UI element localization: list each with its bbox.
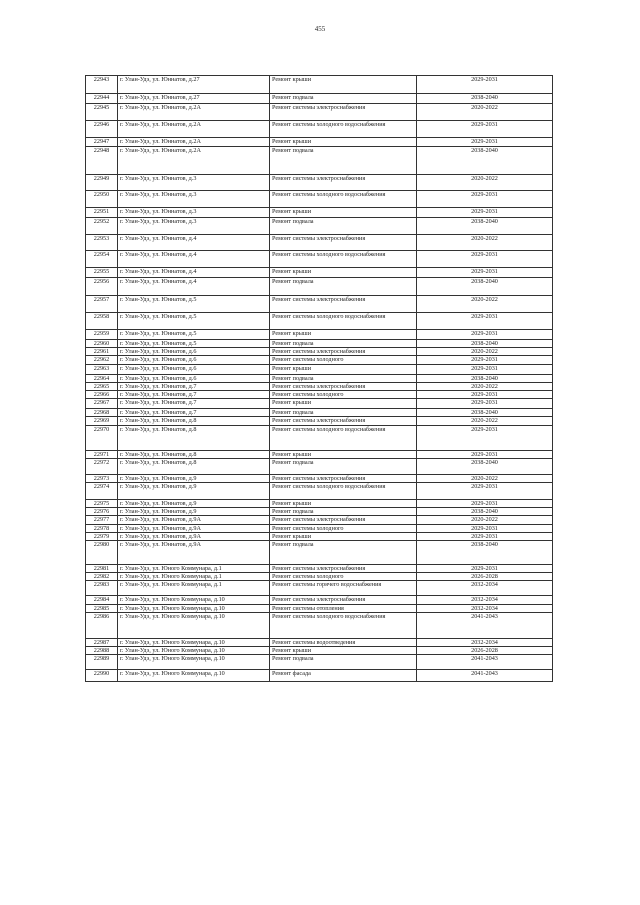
row-period: 2029-2031 xyxy=(417,313,553,330)
row-period: 2029-2031 xyxy=(417,565,553,573)
row-period: 2041-2043 xyxy=(417,655,553,670)
row-work-type: Ремонт системы холодного водоснабжения xyxy=(270,313,417,330)
row-number: 22987 xyxy=(86,638,118,646)
row-number: 22962 xyxy=(86,356,118,364)
row-address: г. Улан-Удэ, ул. Юннатов, д.5 xyxy=(118,340,270,348)
table-row xyxy=(86,208,553,218)
row-period: 2020-2022 xyxy=(417,417,553,425)
row-period: 2029-2031 xyxy=(417,532,553,540)
row-number: 22959 xyxy=(86,330,118,340)
row-number: 22971 xyxy=(86,450,118,458)
row-period: 2038-2040 xyxy=(417,508,553,516)
row-number: 22944 xyxy=(86,94,118,104)
row-address: г. Улан-Удэ, ул. Юннатов, д.9 xyxy=(118,474,270,482)
table-row xyxy=(86,218,553,235)
table-row xyxy=(86,565,553,573)
table-row xyxy=(86,508,553,516)
row-work-type: Ремонт системы холодного водоснабжения xyxy=(270,251,417,268)
row-period: 2041-2043 xyxy=(417,670,553,682)
row-work-type: Ремонт крыши xyxy=(270,500,417,508)
row-address: г. Улан-Удэ, ул. Юного Коммунара, д.10 xyxy=(118,647,270,655)
row-work-type: Ремонт крыши xyxy=(270,364,417,374)
row-address: г. Улан-Удэ, ул. Юннатов, д.4 xyxy=(118,251,270,268)
row-address: г. Улан-Удэ, ул. Юного Коммунара, д.10 xyxy=(118,670,270,682)
table-row xyxy=(86,296,553,313)
row-number: 22981 xyxy=(86,565,118,573)
row-number: 22967 xyxy=(86,399,118,409)
row-work-type: Ремонт системы холодного xyxy=(270,573,417,581)
page-number: 455 xyxy=(314,25,326,33)
row-work-type: Ремонт системы электроснабжения xyxy=(270,348,417,356)
table-row xyxy=(86,604,553,612)
row-number: 22952 xyxy=(86,218,118,235)
row-period: 2029-2031 xyxy=(417,138,553,147)
row-address: г. Улан-Удэ, ул. Юннатов, д.8 xyxy=(118,417,270,425)
row-work-type: Ремонт системы холодного водоснабжения xyxy=(270,425,417,450)
row-period: 2032-2034 xyxy=(417,638,553,646)
row-period: 2038-2040 xyxy=(417,374,553,382)
row-address: г. Улан-Удэ, ул. Юного Коммунара, д.1 xyxy=(118,565,270,573)
row-period: 2020-2022 xyxy=(417,348,553,356)
row-work-type: Ремонт подвала xyxy=(270,374,417,382)
table-row xyxy=(86,391,553,399)
row-address: г. Улан-Удэ, ул. Юннатов, д.9А xyxy=(118,532,270,540)
row-address: г. Улан-Удэ, ул. Юннатов, д.3 xyxy=(118,218,270,235)
row-period: 2029-2031 xyxy=(417,425,553,450)
row-work-type: Ремонт системы отопления xyxy=(270,604,417,612)
row-work-type: Ремонт подвала xyxy=(270,458,417,474)
row-period: 2029-2031 xyxy=(417,391,553,399)
table-body xyxy=(86,76,553,682)
table-row xyxy=(86,458,553,474)
row-work-type: Ремонт крыши xyxy=(270,268,417,278)
table-row xyxy=(86,94,553,104)
table-row xyxy=(86,417,553,425)
row-period: 2038-2040 xyxy=(417,94,553,104)
row-work-type: Ремонт подвала xyxy=(270,147,417,175)
row-address: г. Улан-Удэ, ул. Юннатов, д.6 xyxy=(118,348,270,356)
row-address: г. Улан-Удэ, ул. Юннатов, д.7 xyxy=(118,391,270,399)
row-address: г. Улан-Удэ, ул. Юннатов, д.4 xyxy=(118,268,270,278)
row-address: г. Улан-Удэ, ул. Юннатов, д.8 xyxy=(118,458,270,474)
row-period: 2020-2022 xyxy=(417,474,553,482)
row-work-type: Ремонт системы электроснабжения xyxy=(270,596,417,604)
table-row xyxy=(86,364,553,374)
row-address: г. Улан-Удэ, ул. Юннатов, д.2А xyxy=(118,147,270,175)
row-address: г. Улан-Удэ, ул. Юннатов, д.2А xyxy=(118,138,270,147)
row-period: 2032-2034 xyxy=(417,581,553,596)
row-address: г. Улан-Удэ, ул. Юннатов, д.9А xyxy=(118,524,270,532)
table-row xyxy=(86,104,553,121)
row-period: 2038-2040 xyxy=(417,409,553,417)
row-work-type: Ремонт системы электроснабжения xyxy=(270,417,417,425)
table-row xyxy=(86,532,553,540)
row-number: 22955 xyxy=(86,268,118,278)
row-address: г. Улан-Удэ, ул. Юннатов, д.9А xyxy=(118,541,270,565)
table-row xyxy=(86,581,553,596)
row-period: 2020-2022 xyxy=(417,516,553,524)
row-number: 22979 xyxy=(86,532,118,540)
row-number: 22958 xyxy=(86,313,118,330)
row-work-type: Ремонт системы электроснабжения xyxy=(270,235,417,251)
row-period: 2029-2031 xyxy=(417,330,553,340)
row-period: 2029-2031 xyxy=(417,191,553,208)
table-row xyxy=(86,450,553,458)
table-row xyxy=(86,278,553,296)
table-row xyxy=(86,483,553,500)
table-row xyxy=(86,596,553,604)
row-address: г. Улан-Удэ, ул. Юннатов, д.27 xyxy=(118,94,270,104)
table-row xyxy=(86,121,553,138)
row-number: 22965 xyxy=(86,382,118,390)
row-number: 22982 xyxy=(86,573,118,581)
row-period: 2029-2031 xyxy=(417,356,553,364)
row-number: 22974 xyxy=(86,483,118,500)
row-number: 22986 xyxy=(86,612,118,638)
row-work-type: Ремонт системы водоотведения xyxy=(270,638,417,646)
row-number: 22964 xyxy=(86,374,118,382)
row-period: 2038-2040 xyxy=(417,541,553,565)
table-row xyxy=(86,638,553,646)
row-work-type: Ремонт системы электроснабжения xyxy=(270,516,417,524)
table-row xyxy=(86,340,553,348)
row-work-type: Ремонт подвала xyxy=(270,278,417,296)
table-row xyxy=(86,500,553,508)
row-address: г. Улан-Удэ, ул. Юного Коммунара, д.1 xyxy=(118,573,270,581)
table-row xyxy=(86,251,553,268)
row-address: г. Улан-Удэ, ул. Юннатов, д.5 xyxy=(118,330,270,340)
row-address: г. Улан-Удэ, ул. Юного Коммунара, д.10 xyxy=(118,638,270,646)
row-work-type: Ремонт системы холодного водоснабжения xyxy=(270,483,417,500)
row-work-type: Ремонт системы электроснабжения xyxy=(270,104,417,121)
row-period: 2032-2034 xyxy=(417,596,553,604)
row-number: 22970 xyxy=(86,425,118,450)
row-work-type: Ремонт фасада xyxy=(270,670,417,682)
row-address: г. Улан-Удэ, ул. Юного Коммунара, д.1 xyxy=(118,581,270,596)
row-address: г. Улан-Удэ, ул. Юннатов, д.5 xyxy=(118,296,270,313)
row-period: 2029-2031 xyxy=(417,364,553,374)
row-period: 2029-2031 xyxy=(417,399,553,409)
row-period: 2038-2040 xyxy=(417,218,553,235)
row-number: 22977 xyxy=(86,516,118,524)
row-number: 22946 xyxy=(86,121,118,138)
row-period: 2029-2031 xyxy=(417,500,553,508)
row-work-type: Ремонт подвала xyxy=(270,218,417,235)
row-address: г. Улан-Удэ, ул. Юннатов, д.7 xyxy=(118,399,270,409)
row-address: г. Улан-Удэ, ул. Юннатов, д.6 xyxy=(118,356,270,364)
row-work-type: Ремонт крыши xyxy=(270,450,417,458)
row-number: 22983 xyxy=(86,581,118,596)
row-work-type: Ремонт крыши xyxy=(270,208,417,218)
table-row xyxy=(86,425,553,450)
row-number: 22978 xyxy=(86,524,118,532)
row-number: 22953 xyxy=(86,235,118,251)
row-number: 22961 xyxy=(86,348,118,356)
row-period: 2041-2043 xyxy=(417,612,553,638)
row-number: 22973 xyxy=(86,474,118,482)
row-number: 22990 xyxy=(86,670,118,682)
row-period: 2020-2022 xyxy=(417,175,553,191)
row-work-type: Ремонт системы холодного xyxy=(270,356,417,364)
row-address: г. Улан-Удэ, ул. Юннатов, д.7 xyxy=(118,382,270,390)
row-period: 2029-2031 xyxy=(417,268,553,278)
row-work-type: Ремонт системы электроснабжения xyxy=(270,474,417,482)
row-address: г. Улан-Удэ, ул. Юннатов, д.9 xyxy=(118,483,270,500)
table-row xyxy=(86,235,553,251)
row-period: 2032-2034 xyxy=(417,604,553,612)
row-number: 22945 xyxy=(86,104,118,121)
row-work-type: Ремонт подвала xyxy=(270,409,417,417)
row-address: г. Улан-Удэ, ул. Юннатов, д.2А xyxy=(118,121,270,138)
row-work-type: Ремонт подвала xyxy=(270,94,417,104)
row-period: 2029-2031 xyxy=(417,450,553,458)
row-address: г. Улан-Удэ, ул. Юннатов, д.5 xyxy=(118,313,270,330)
row-work-type: Ремонт системы электроснабжения xyxy=(270,565,417,573)
row-address: г. Улан-Удэ, ул. Юного Коммунара, д.10 xyxy=(118,596,270,604)
row-address: г. Улан-Удэ, ул. Юннатов, д.9 xyxy=(118,500,270,508)
row-address: г. Улан-Удэ, ул. Юннатов, д.4 xyxy=(118,278,270,296)
row-work-type: Ремонт подвала xyxy=(270,541,417,565)
table-row xyxy=(86,356,553,364)
table-row xyxy=(86,138,553,147)
row-period: 2026-2028 xyxy=(417,573,553,581)
row-address: г. Улан-Удэ, ул. Юннатов, д.27 xyxy=(118,76,270,94)
row-work-type: Ремонт крыши xyxy=(270,532,417,540)
repair-schedule-table xyxy=(85,75,553,682)
row-work-type: Ремонт системы холодного водоснабжения xyxy=(270,191,417,208)
row-number: 22950 xyxy=(86,191,118,208)
row-address: г. Улан-Удэ, ул. Юннатов, д.3 xyxy=(118,175,270,191)
row-work-type: Ремонт системы холодного xyxy=(270,391,417,399)
row-period: 2038-2040 xyxy=(417,278,553,296)
row-period: 2020-2022 xyxy=(417,104,553,121)
table-row xyxy=(86,268,553,278)
row-work-type: Ремонт системы холодного водоснабжения xyxy=(270,612,417,638)
row-number: 22968 xyxy=(86,409,118,417)
row-period: 2029-2031 xyxy=(417,251,553,268)
row-address: г. Улан-Удэ, ул. Юного Коммунара, д.10 xyxy=(118,655,270,670)
row-number: 22947 xyxy=(86,138,118,147)
row-number: 22956 xyxy=(86,278,118,296)
table-row xyxy=(86,573,553,581)
row-address: г. Улан-Удэ, ул. Юннатов, д.2А xyxy=(118,104,270,121)
table-row xyxy=(86,516,553,524)
row-period: 2020-2022 xyxy=(417,296,553,313)
table-row xyxy=(86,191,553,208)
row-work-type: Ремонт системы горячего водоснабжения xyxy=(270,581,417,596)
row-number: 22948 xyxy=(86,147,118,175)
row-number: 22984 xyxy=(86,596,118,604)
table-row xyxy=(86,409,553,417)
row-work-type: Ремонт системы электроснабжения xyxy=(270,296,417,313)
row-period: 2038-2040 xyxy=(417,340,553,348)
table-row xyxy=(86,313,553,330)
table-row xyxy=(86,175,553,191)
row-number: 22957 xyxy=(86,296,118,313)
table-row xyxy=(86,670,553,682)
row-period: 2026-2028 xyxy=(417,647,553,655)
row-work-type: Ремонт крыши xyxy=(270,138,417,147)
row-period: 2029-2031 xyxy=(417,121,553,138)
table-row xyxy=(86,348,553,356)
row-address: г. Улан-Удэ, ул. Юннатов, д.3 xyxy=(118,191,270,208)
table-row xyxy=(86,474,553,482)
row-number: 22976 xyxy=(86,508,118,516)
row-work-type: Ремонт крыши xyxy=(270,399,417,409)
table-row xyxy=(86,647,553,655)
table-row xyxy=(86,147,553,175)
table-row xyxy=(86,399,553,409)
table-row xyxy=(86,382,553,390)
row-address: г. Улан-Удэ, ул. Юннатов, д.6 xyxy=(118,364,270,374)
row-work-type: Ремонт системы электроснабжения xyxy=(270,175,417,191)
row-work-type: Ремонт подвала xyxy=(270,340,417,348)
row-work-type: Ремонт крыши xyxy=(270,76,417,94)
row-address: г. Улан-Удэ, ул. Юного Коммунара, д.10 xyxy=(118,612,270,638)
row-period: 2029-2031 xyxy=(417,76,553,94)
row-number: 22972 xyxy=(86,458,118,474)
row-work-type: Ремонт системы холодного xyxy=(270,524,417,532)
table-row xyxy=(86,524,553,532)
row-address: г. Улан-Удэ, ул. Юннатов, д.6 xyxy=(118,374,270,382)
row-work-type: Ремонт подвала xyxy=(270,655,417,670)
row-address: г. Улан-Удэ, ул. Юннатов, д.8 xyxy=(118,450,270,458)
table-row xyxy=(86,76,553,94)
row-number: 22980 xyxy=(86,541,118,565)
table-row xyxy=(86,374,553,382)
table-row xyxy=(86,330,553,340)
row-address: г. Улан-Удэ, ул. Юннатов, д.9 xyxy=(118,508,270,516)
row-work-type: Ремонт крыши xyxy=(270,330,417,340)
row-address: г. Улан-Удэ, ул. Юннатов, д.3 xyxy=(118,208,270,218)
row-number: 22969 xyxy=(86,417,118,425)
row-number: 22966 xyxy=(86,391,118,399)
row-work-type: Ремонт системы холодного водоснабжения xyxy=(270,121,417,138)
row-work-type: Ремонт системы электроснабжения xyxy=(270,382,417,390)
row-number: 22954 xyxy=(86,251,118,268)
row-number: 22975 xyxy=(86,500,118,508)
row-period: 2029-2031 xyxy=(417,524,553,532)
row-period: 2020-2022 xyxy=(417,235,553,251)
row-address: г. Улан-Удэ, ул. Юннатов, д.8 xyxy=(118,425,270,450)
table-row xyxy=(86,541,553,565)
row-address: г. Улан-Удэ, ул. Юннатов, д.4 xyxy=(118,235,270,251)
table-row xyxy=(86,655,553,670)
row-work-type: Ремонт подвала xyxy=(270,508,417,516)
row-period: 2038-2040 xyxy=(417,458,553,474)
row-period: 2029-2031 xyxy=(417,483,553,500)
row-number: 22960 xyxy=(86,340,118,348)
row-number: 22985 xyxy=(86,604,118,612)
table-row xyxy=(86,612,553,638)
row-period: 2020-2022 xyxy=(417,382,553,390)
row-number: 22963 xyxy=(86,364,118,374)
row-address: г. Улан-Удэ, ул. Юннатов, д.9А xyxy=(118,516,270,524)
row-number: 22988 xyxy=(86,647,118,655)
row-number: 22943 xyxy=(86,76,118,94)
row-number: 22989 xyxy=(86,655,118,670)
row-period: 2029-2031 xyxy=(417,208,553,218)
row-period: 2038-2040 xyxy=(417,147,553,175)
row-number: 22951 xyxy=(86,208,118,218)
row-address: г. Улан-Удэ, ул. Юного Коммунара, д.10 xyxy=(118,604,270,612)
row-work-type: Ремонт крыши xyxy=(270,647,417,655)
row-address: г. Улан-Удэ, ул. Юннатов, д.7 xyxy=(118,409,270,417)
row-number: 22949 xyxy=(86,175,118,191)
